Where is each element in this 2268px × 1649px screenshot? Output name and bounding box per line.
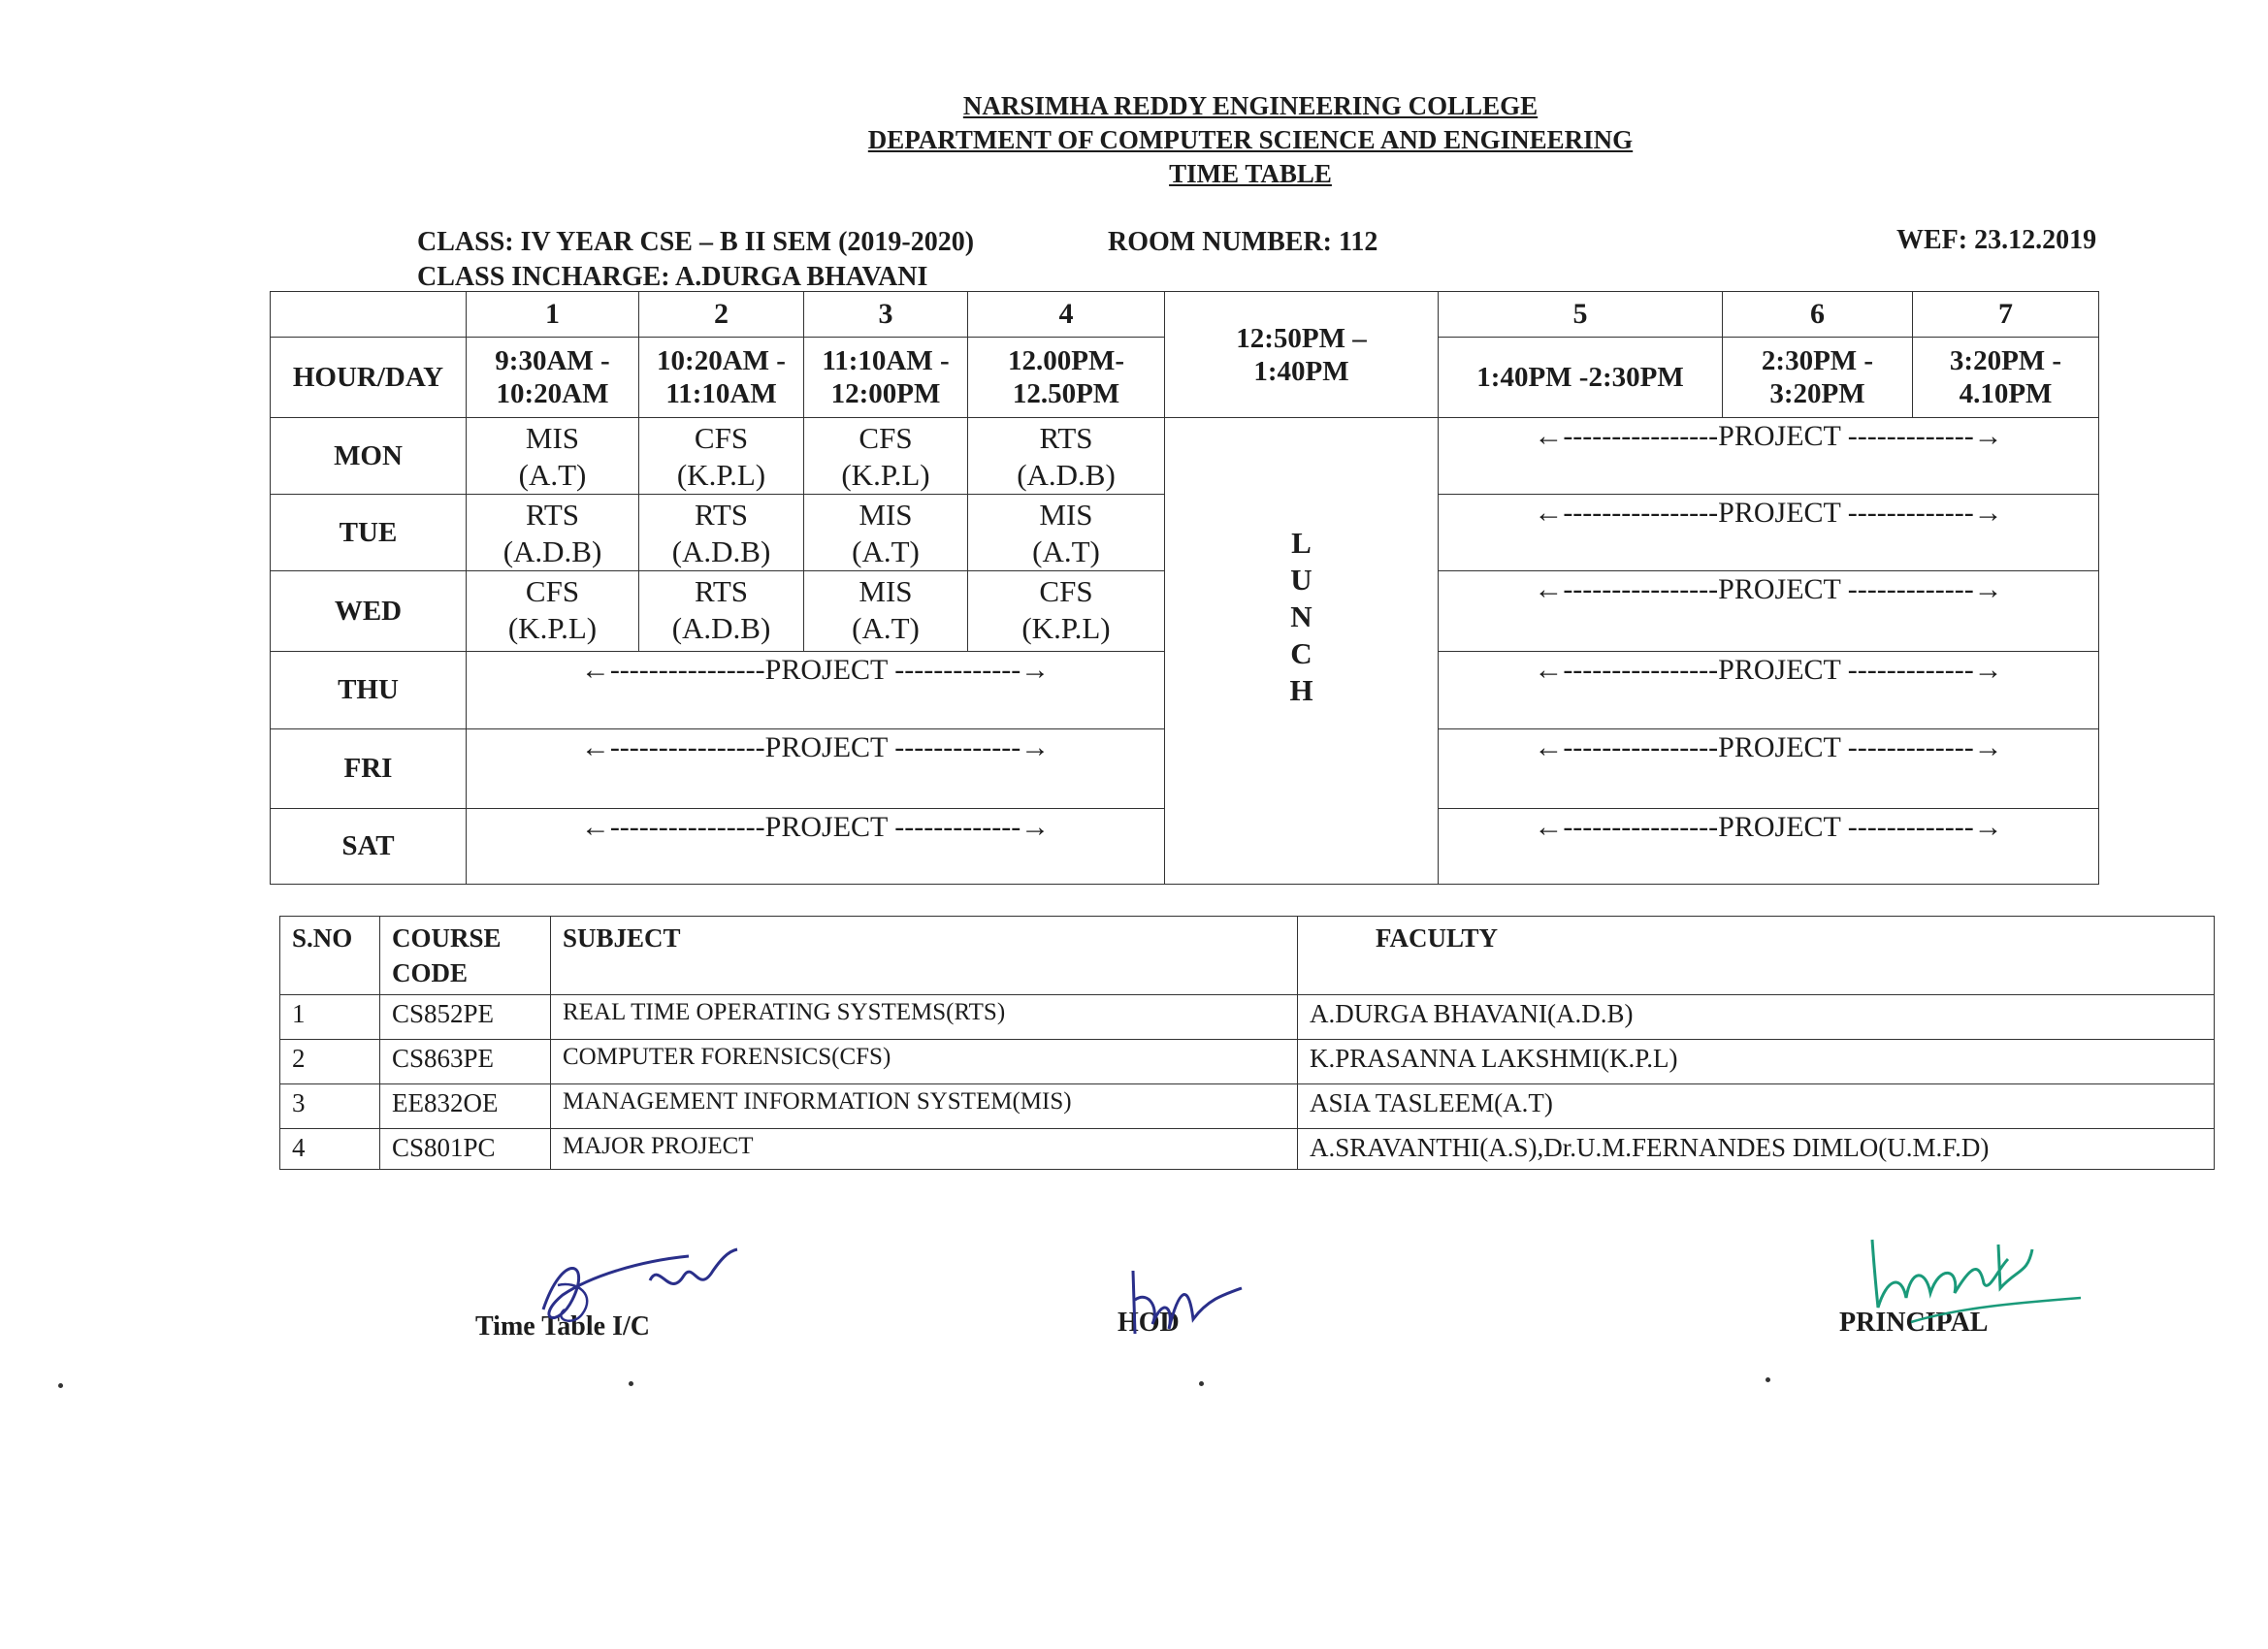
subject-cell: RTS (A.D.B) <box>467 495 639 571</box>
subject-cell: RTS (A.D.B) <box>639 495 804 571</box>
period-number: 5 <box>1439 292 1723 338</box>
timetable-incharge-label: Time Table I/C <box>475 1311 650 1342</box>
lunch-time <box>1165 292 1439 418</box>
class-info: CLASS: IV YEAR CSE – B II SEM (2019-2020) <box>417 227 975 257</box>
subject-cell: CFS (K.P.L) <box>467 571 639 652</box>
course-faculty-table <box>279 916 2215 1170</box>
subject-cell: MIS (A.T) <box>804 495 968 571</box>
subject-cell: MIS (A.T) <box>467 418 639 495</box>
period-number: 4 <box>968 292 1165 338</box>
table-row <box>280 1129 2215 1170</box>
course-code-cell: CS852PE <box>380 995 551 1040</box>
sno-cell: 1 <box>280 995 380 1040</box>
lunch-letter: N <box>1290 599 1312 633</box>
stray-dot <box>1199 1381 1204 1386</box>
subject-cell: RTS (A.D.B) <box>968 418 1165 495</box>
course-table-header <box>280 917 2215 995</box>
course-code-cell: CS801PC <box>380 1129 551 1170</box>
faculty-cell: A.DURGA BHAVANI(A.D.B) <box>1298 995 2215 1040</box>
period-number: 7 <box>1913 292 2099 338</box>
project-cell: ←----------------PROJECT -------------→ <box>467 809 1165 885</box>
sno-cell: 3 <box>280 1084 380 1129</box>
day-label: MON <box>271 418 467 495</box>
hod-signature-icon <box>1116 1261 1251 1348</box>
department-name: DEPARTMENT OF COMPUTER SCIENCE AND ENGINEERING <box>867 125 1634 154</box>
sno-cell: 4 <box>280 1129 380 1170</box>
subject-cell: MIS (A.T) <box>968 495 1165 571</box>
course-code-cell: EE832OE <box>380 1084 551 1129</box>
sno-header: S.NO <box>280 917 380 995</box>
day-label: WED <box>271 571 467 652</box>
table-row <box>280 1040 2215 1084</box>
class-incharge: CLASS INCHARGE: A.DURGA BHAVANI <box>417 262 928 292</box>
document-header <box>116 89 2268 191</box>
subject-cell: CFS (K.P.L) <box>804 418 968 495</box>
principal-label: PRINCIPAL <box>1839 1308 1989 1338</box>
day-label: THU <box>271 652 467 729</box>
lunch-letter: H <box>1289 673 1313 707</box>
college-name: NARSIMHA REDDY ENGINEERING COLLEGE <box>962 91 1539 120</box>
project-cell: ←----------------PROJECT -------------→ <box>1439 652 2099 729</box>
subject-cell: MANAGEMENT INFORMATION SYSTEM(MIS) <box>551 1084 1298 1129</box>
sno-cell: 2 <box>280 1040 380 1084</box>
principal-signature-icon <box>1853 1230 2086 1337</box>
subject-cell: COMPUTER FORENSICS(CFS) <box>551 1040 1298 1084</box>
faculty-cell: A.SRAVANTHI(A.S),Dr.U.M.FERNANDES DIMLO(U.M.F.D) <box>1298 1129 2215 1170</box>
day-label: FRI <box>271 729 467 809</box>
subject-cell: MAJOR PROJECT <box>551 1129 1298 1170</box>
period-number-row <box>271 292 2099 338</box>
period-time: 2:30PM - 3:20PM <box>1723 338 1913 418</box>
stray-dot <box>1766 1377 1770 1382</box>
subject-cell: CFS (K.P.L) <box>639 418 804 495</box>
table-row <box>280 995 2215 1040</box>
project-cell: ←----------------PROJECT -------------→ <box>467 652 1165 729</box>
period-time: 11:10AM - 12:00PM <box>804 338 968 418</box>
period-number: 3 <box>804 292 968 338</box>
timetable-grid <box>270 291 2099 885</box>
lunch-letter: U <box>1290 563 1312 597</box>
subject-cell: MIS (A.T) <box>804 571 968 652</box>
lunch-time-start: 12:50PM – <box>1236 322 1367 354</box>
timetable-incharge-signature-icon <box>504 1242 757 1348</box>
project-cell: ←----------------PROJECT -------------→ <box>1439 418 2099 495</box>
project-cell: ←----------------PROJECT -------------→ <box>1439 729 2099 809</box>
period-number: 6 <box>1723 292 1913 338</box>
course-code-header: COURSE CODE <box>380 917 551 995</box>
subject-cell: CFS (K.P.L) <box>968 571 1165 652</box>
faculty-header: FACULTY <box>1298 917 2215 995</box>
lunch-letter: C <box>1290 636 1312 670</box>
project-cell: ←----------------PROJECT -------------→ <box>1439 495 2099 571</box>
period-time: 10:20AM - 11:10AM <box>639 338 804 418</box>
period-time: 3:20PM - 4.10PM <box>1913 338 2099 418</box>
table-row <box>280 1084 2215 1129</box>
course-code-cell: CS863PE <box>380 1040 551 1084</box>
day-row-mon <box>271 418 2099 495</box>
project-cell: ←----------------PROJECT -------------→ <box>1439 809 2099 885</box>
room-number: ROOM NUMBER: 112 <box>1108 227 1378 257</box>
document-title: TIME TABLE <box>1169 159 1332 188</box>
stray-dot <box>58 1383 63 1388</box>
subject-cell: REAL TIME OPERATING SYSTEMS(RTS) <box>551 995 1298 1040</box>
period-time: 12.00PM- 12.50PM <box>968 338 1165 418</box>
period-number: 2 <box>639 292 804 338</box>
day-label: TUE <box>271 495 467 571</box>
project-cell: ←----------------PROJECT -------------→ <box>467 729 1165 809</box>
stray-dot <box>629 1381 633 1386</box>
hod-label: HOD <box>1118 1308 1180 1338</box>
period-number: 1 <box>467 292 639 338</box>
subject-cell: RTS (A.D.B) <box>639 571 804 652</box>
hour-day-corner: HOUR/DAY <box>271 338 467 418</box>
lunch-letter: L <box>1291 526 1312 560</box>
project-cell: ←----------------PROJECT -------------→ <box>1439 571 2099 652</box>
period-time: 1:40PM -2:30PM <box>1439 338 1723 418</box>
faculty-cell: K.PRASANNA LAKSHMI(K.P.L) <box>1298 1040 2215 1084</box>
lunch-time-end: 1:40PM <box>1253 355 1349 387</box>
faculty-cell: ASIA TASLEEM(A.T) <box>1298 1084 2215 1129</box>
lunch-break-cell <box>1165 418 1439 885</box>
day-label: SAT <box>271 809 467 885</box>
subject-header: SUBJECT <box>551 917 1298 995</box>
period-time: 9:30AM - 10:20AM <box>467 338 639 418</box>
wef-date: WEF: 23.12.2019 <box>1896 225 2097 255</box>
